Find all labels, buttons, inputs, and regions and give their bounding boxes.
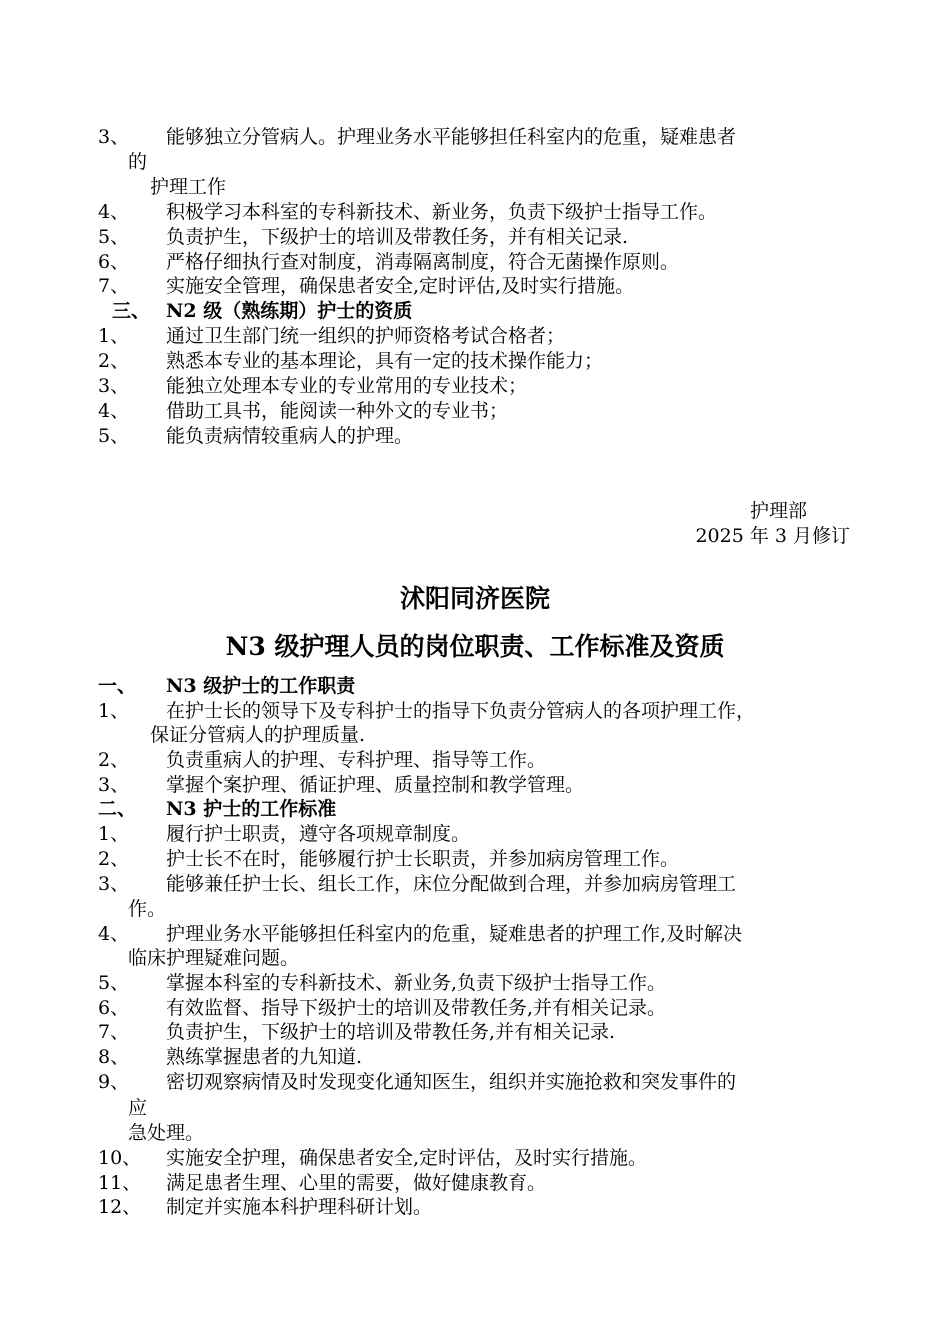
signature-date: 2025 年 3 月修订 — [695, 525, 850, 547]
hospital-title: 沭阳同济医院 — [399, 584, 550, 613]
list-item-text: 积极学习本科室的专科新技术、新业务，负责下级护士指导工作。 — [166, 201, 718, 223]
list-item-text: 借助工具书，能阅读一种外文的专业书； — [166, 400, 509, 422]
list-item-number: 6、 — [98, 997, 130, 1019]
list-item-text: 护理业务水平能够担任科室内的危重，疑难患者的护理工作,及时解决 — [166, 923, 743, 945]
list-item-number: 3、 — [98, 126, 130, 148]
list-item-text: 能负责病情较重病人的护理。 — [166, 425, 414, 447]
list-item-continuation: 保证分管病人的护理质量. — [150, 724, 366, 746]
list-item-text: 满足患者生理、心里的需要，做好健康教育。 — [166, 1172, 547, 1194]
list-item-number: 9、 — [98, 1071, 130, 1093]
list-item-text: 实施安全管理，确保患者安全,定时评估,及时实行措施。 — [166, 275, 635, 297]
list-item-continuation: 护理工作 — [150, 176, 227, 198]
list-item-number: 2、 — [98, 749, 130, 771]
list-item-text: 密切观察病情及时发现变化通知医生，组织并实施抢救和突发事件的 — [166, 1071, 737, 1093]
list-item-number: 2、 — [98, 350, 130, 372]
list-item-text: 严格仔细执行查对制度，消毒隔离制度，符合无菌操作原则。 — [166, 251, 680, 273]
signature-department: 护理部 — [749, 500, 807, 522]
list-item-text: 实施安全护理，确保患者安全,定时评估，及时实行措施。 — [166, 1147, 648, 1169]
list-item-continuation: 急处理。 — [128, 1122, 205, 1144]
list-item-text: 负责重病人的护理、专科护理、指导等工作。 — [166, 749, 547, 771]
list-item-number: 8、 — [98, 1046, 130, 1068]
list-item-text: 制定并实施本科护理科研计划。 — [166, 1196, 433, 1218]
list-item-number: 2、 — [98, 848, 130, 870]
list-item-number: 11、 — [98, 1172, 142, 1194]
section-b-heading: N2 级（熟练期）护士的资质 — [166, 300, 413, 322]
section-d-number: 二、 — [98, 798, 137, 820]
list-item-number: 7、 — [98, 275, 130, 297]
section-c-number: 一、 — [98, 675, 137, 697]
list-item-number: 4、 — [98, 923, 130, 945]
list-item-text: 能够独立分管病人。护理业务水平能够担任科室内的危重，疑难患者 — [166, 126, 737, 148]
list-item-number: 4、 — [98, 400, 130, 422]
list-item-text: 负责护生，下级护士的培训及带教任务,并有相关记录. — [166, 1021, 616, 1043]
list-item-text: 掌握本科室的专科新技术、新业务,负责下级护士指导工作。 — [166, 972, 667, 994]
list-item-text: 履行护士职责，遵守各项规章制度。 — [166, 823, 471, 845]
list-item-number: 4、 — [98, 201, 130, 223]
section-d-heading: N3 护士的工作标准 — [166, 798, 337, 820]
section-b-number: 三、 — [112, 300, 151, 322]
list-item-number: 10、 — [98, 1147, 142, 1169]
list-item-number: 5、 — [98, 425, 130, 447]
list-item-number: 3、 — [98, 873, 130, 895]
list-item-text: 熟练掌握患者的九知道. — [166, 1046, 363, 1068]
list-item-number: 3、 — [98, 774, 130, 796]
list-item-text: 护士长不在时，能够履行护士长职责，并参加病房管理工作。 — [166, 848, 680, 870]
list-item-text: 能独立处理本专业的专业常用的专业技术； — [166, 375, 528, 397]
section-c-heading: N3 级护士的工作职责 — [166, 675, 356, 697]
list-item-continuation: 应 — [128, 1097, 148, 1119]
list-item-text: 负责护生，下级护士的培训及带教任务，并有相关记录. — [166, 226, 629, 248]
list-item-continuation: 的 — [128, 151, 148, 173]
list-item-text: 掌握个案护理、循证护理、质量控制和教学管理。 — [166, 774, 585, 796]
list-item-number: 7、 — [98, 1021, 130, 1043]
list-item-number: 1、 — [98, 325, 130, 347]
list-item-number: 6、 — [98, 251, 130, 273]
list-item-number: 3、 — [98, 375, 130, 397]
list-item-continuation: 作。 — [128, 898, 167, 920]
document-subtitle: N3 级护理人员的岗位职责、工作标准及资质 — [225, 632, 725, 661]
list-item-text: 在护士长的领导下及专科护士的指导下负责分管病人的各项护理工作， — [166, 700, 756, 722]
list-item-text: 通过卫生部门统一组织的护师资格考试合格者； — [166, 325, 566, 347]
list-item-number: 1、 — [98, 700, 130, 722]
list-item-text: 能够兼任护士长、组长工作，床位分配做到合理，并参加病房管理工 — [166, 873, 737, 895]
list-item-number: 5、 — [98, 972, 130, 994]
list-item-continuation: 临床护理疑难问题。 — [128, 947, 300, 969]
list-item-text: 有效监督、指导下级护士的培训及带教任务,并有相关记录。 — [166, 997, 667, 1019]
list-item-number: 5、 — [98, 226, 130, 248]
list-item-text: 熟悉本专业的基本理论，具有一定的技术操作能力； — [166, 350, 604, 372]
list-item-number: 12、 — [98, 1196, 142, 1218]
list-item-number: 1、 — [98, 823, 130, 845]
